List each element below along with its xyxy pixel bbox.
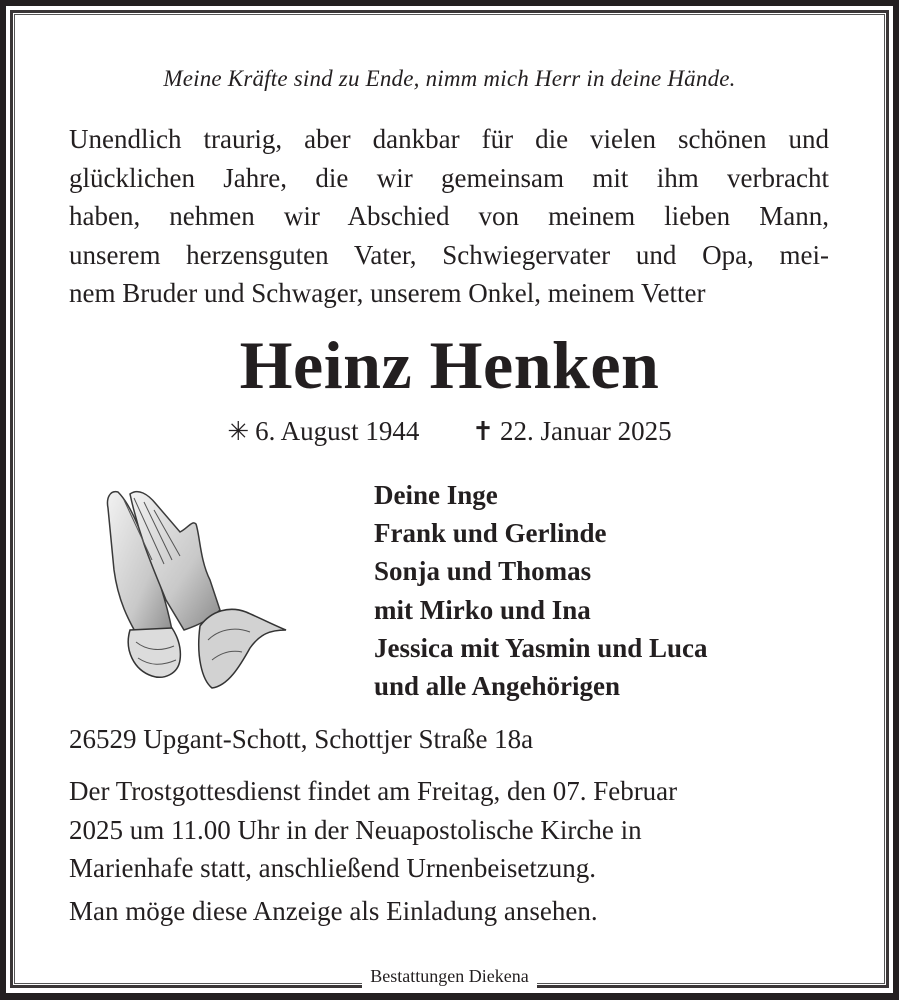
motto-verse: Meine Kräfte sind zu Ende, nimm mich Herr in deine Hände. (163, 66, 736, 91)
service-line: Der Trostgottesdienst findet am Freitag, den 07. Februar (69, 776, 678, 806)
service-info (69, 772, 829, 888)
service-line: 2025 um 11.00 Uhr in der Neuapostolische Kirche in (69, 814, 642, 845)
death-cross-icon: ✝ (472, 417, 494, 446)
death-date: 22. Januar 2025 (499, 416, 672, 446)
death-date-group (472, 416, 672, 446)
mourner-entry: Jessica mit Yasmin und Luca (374, 632, 708, 663)
praying-hands-icon (100, 480, 290, 690)
life-dates (0, 416, 899, 447)
funeral-home-footer (0, 964, 899, 988)
funeral-home-name: Bestattungen Diekena (362, 964, 536, 988)
birth-star-icon: ✳ (227, 417, 250, 446)
mourner-entry: Deine Inge (374, 480, 498, 510)
mourner-entry: und alle Angehörigen (374, 671, 621, 702)
intro-line: unserem herzensguten Vater, Schwiegervater und Opa, mei- (69, 239, 829, 270)
mourners-list (374, 476, 708, 705)
service-line: Marienhafe statt, anschließend Urnenbeisetzung. (69, 853, 597, 883)
intro-line: nem Bruder und Schwager, unserem Onkel, meinem Vetter (69, 278, 706, 308)
intro-line: haben, nehmen wir Abschied von meinem lieben Mann, (69, 201, 829, 231)
birth-date-group (227, 416, 426, 446)
mourner-entry: mit Mirko und Ina (374, 594, 591, 625)
mourner-entry: Frank und Gerlinde (374, 518, 607, 549)
birth-date: 6. August 1944 (255, 416, 420, 446)
mourner-entry: Sonja und Thomas (374, 556, 592, 587)
invitation-note: Man möge diese Anzeige als Einladung ansehen. (69, 896, 598, 926)
intro-line: Unendlich traurig, aber dankbar für die vielen schönen und (69, 124, 829, 154)
deceased-name: Heinz Henken (239, 327, 660, 403)
intro-paragraph (69, 120, 829, 313)
family-address: 26529 Upgant-Schott, Schottjer Straße 18a (69, 724, 534, 754)
intro-line: glücklichen Jahre, die wir gemeinsam mit ihm verbracht (69, 162, 829, 193)
